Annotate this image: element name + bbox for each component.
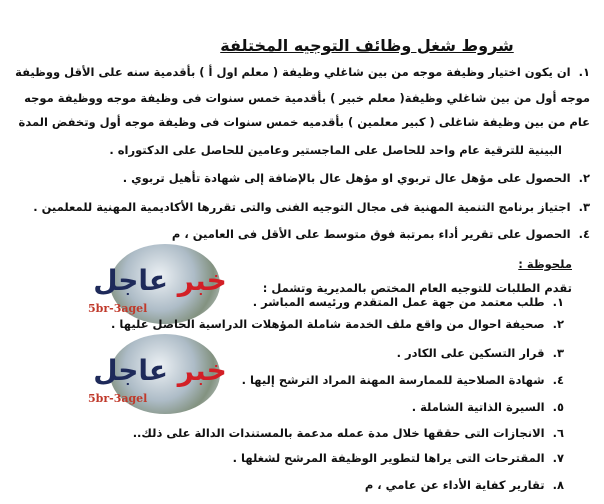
condition-3 bbox=[33, 199, 590, 215]
requirement-7 bbox=[233, 450, 564, 466]
requirement-5 bbox=[412, 399, 564, 415]
requirement-number: ٢. bbox=[552, 317, 564, 331]
condition-text: الحصول على تقرير أداء بمرتبة فوق متوسط على الأقل فى العامين ، م bbox=[171, 227, 571, 241]
requirement-number: ٧. bbox=[552, 451, 564, 465]
condition-1-line-4: البينية للترقية عام واحد للحاصل على الماجستير وعامين للحاصل على الدكتوراه . bbox=[109, 143, 562, 157]
condition-1-line-1 bbox=[15, 64, 590, 80]
requirement-1 bbox=[253, 294, 564, 310]
requirement-3 bbox=[397, 345, 564, 361]
requirement-text: صحيفة احوال من واقع ملف الخدمة شاملة المؤهلات الدراسية الحاصل عليها . bbox=[111, 317, 545, 331]
requirement-number: ٤. bbox=[552, 373, 564, 387]
requirement-number: ٣. bbox=[552, 346, 564, 360]
page-title: شروط شغل وظائف التوجيه المختلفة bbox=[220, 36, 514, 55]
requirement-text: تقارير كفاية الأداء عن عامي ، م bbox=[364, 478, 545, 492]
watermark-arabic bbox=[80, 354, 240, 387]
watermark-red: خبر bbox=[177, 264, 227, 297]
note-intro: تقدم الطلبات للتوجيه العام المختص بالمديرية وتشمل : bbox=[262, 281, 572, 295]
condition-number: ٤. bbox=[578, 227, 590, 241]
requirement-text: قرار التسكين على الكادر . bbox=[396, 346, 545, 360]
requirement-number: ١. bbox=[552, 295, 564, 309]
requirement-text: شهادة الصلاحية للممارسة المهنة المراد الترشح إليها . bbox=[241, 373, 545, 387]
requirement-4 bbox=[242, 372, 564, 388]
condition-4 bbox=[172, 226, 590, 242]
watermark-blue: عاجل bbox=[93, 354, 169, 387]
note-heading: ملحوظة : bbox=[518, 257, 572, 271]
requirement-number: ٨. bbox=[552, 478, 564, 492]
watermark-red: خبر bbox=[177, 354, 227, 387]
requirement-number: ٥. bbox=[552, 400, 564, 414]
condition-1-line-2: موجه أول من بين شاغلي وظيفة( معلم خبير ) بأقدمية خمس سنوات فى وظيفة موجه ووظيفة موجه bbox=[24, 91, 590, 105]
requirement-number: ٦. bbox=[552, 426, 564, 440]
condition-number: ١. bbox=[578, 65, 590, 79]
watermark-latin: 5br-3agel bbox=[88, 302, 148, 315]
watermark-arabic bbox=[80, 264, 240, 297]
watermark-blue: عاجل bbox=[93, 264, 169, 297]
condition-text: اجتياز برنامج التنمية المهنية فى مجال التوجيه الفنى والتى تقررها الأكاديمية المهنية للمعلمين . bbox=[33, 200, 571, 214]
condition-text: ان يكون اختيار وظيفة موجه من بين شاغلي وظيفة ( معلم اول أ ) بأقدمية سنه على الأقل ووظيفة bbox=[15, 65, 571, 79]
watermark-logo bbox=[80, 334, 240, 414]
requirement-2 bbox=[111, 316, 564, 332]
requirement-text: السيرة الذاتية الشاملة . bbox=[411, 400, 545, 414]
requirement-text: طلب معتمد من جهة عمل المتقدم ورئيسه المباشر . bbox=[252, 295, 545, 309]
requirement-8 bbox=[365, 477, 564, 493]
requirement-6 bbox=[133, 425, 564, 441]
condition-number: ٣. bbox=[578, 200, 590, 214]
condition-text: الحصول على مؤهل عال تربوي او مؤهل عال بالإضافة إلى شهادة تأهيل تربوي . bbox=[122, 171, 571, 185]
condition-number: ٢. bbox=[578, 171, 590, 185]
condition-2 bbox=[123, 170, 590, 186]
requirement-text: الانجازات التى حققها خلال مدة عمله مدعمة بالمستندات الدالة على ذلك.. bbox=[132, 426, 545, 440]
requirement-text: المقترحات التى يراها لتطوير الوظيفة المرشح لشغلها . bbox=[232, 451, 545, 465]
watermark-logo bbox=[80, 244, 240, 324]
watermark-latin: 5br-3agel bbox=[88, 392, 148, 405]
condition-1-line-3: عام من بين وظيفة شاغلى ( كبير معلمين ) بأقدميه خمس سنوات فى وظيفة موجه أول وتخفض المدة bbox=[18, 115, 590, 129]
